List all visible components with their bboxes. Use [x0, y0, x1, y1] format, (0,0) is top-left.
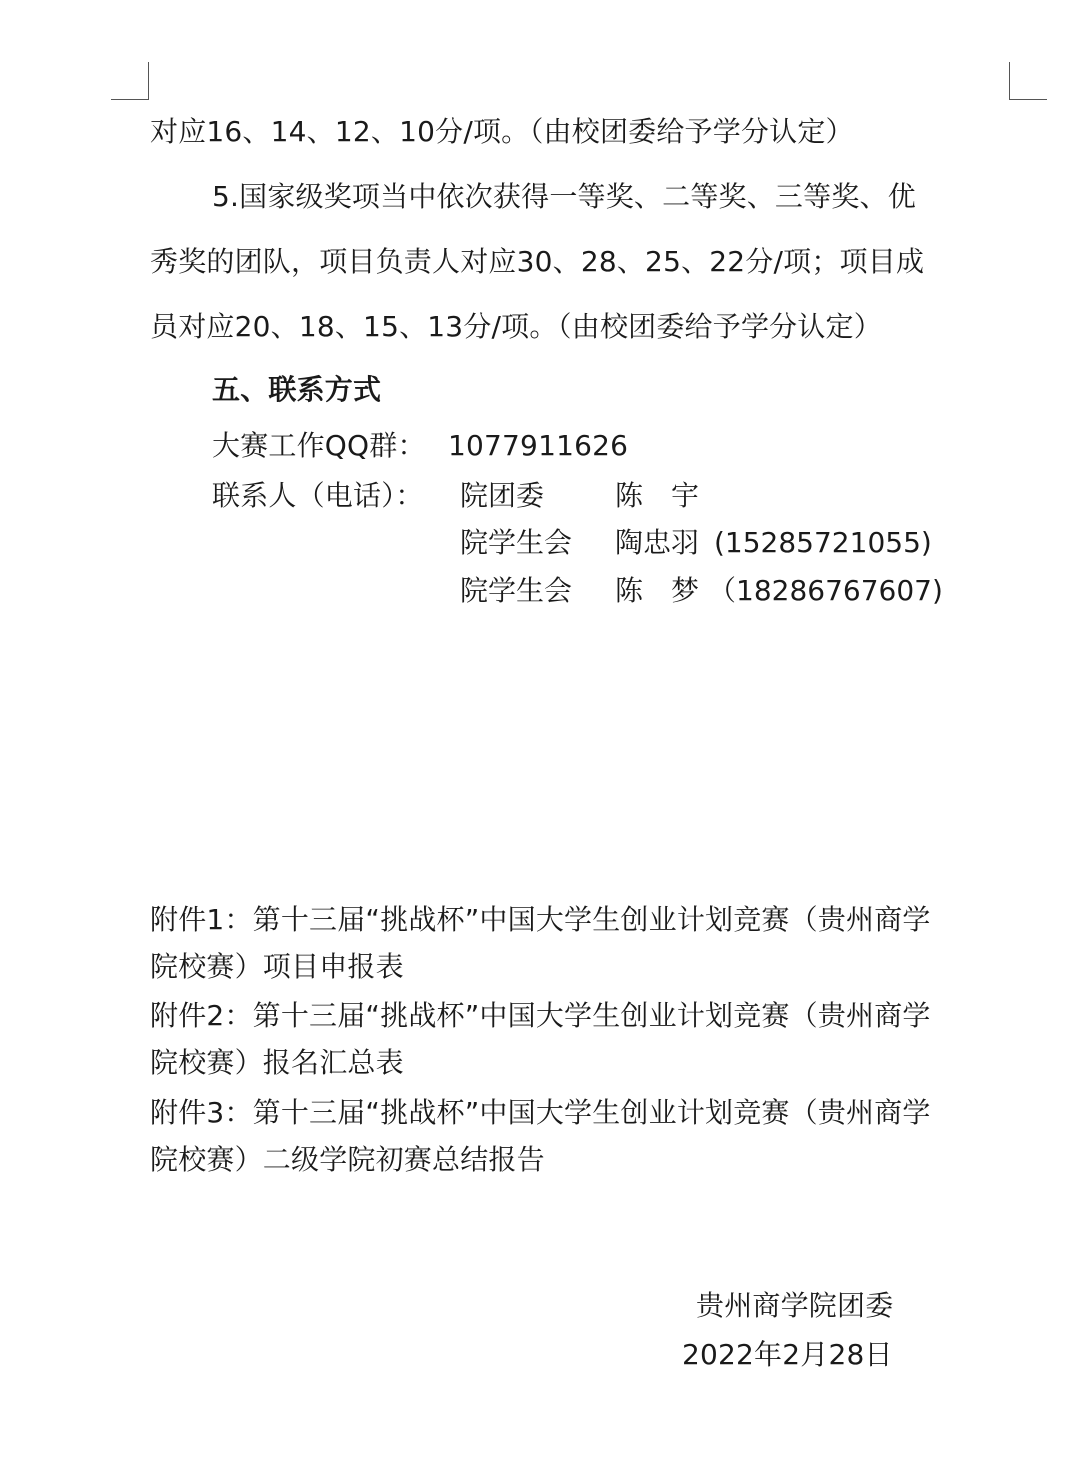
signature-date: 2022年2月28日: [682, 1338, 893, 1371]
contact-person-label: 联系人（电话）：: [212, 479, 424, 512]
contact-name-1: 陈 宇: [615, 479, 700, 512]
body-line-1: 对应16、14、12、10分/项。（由校团委给予学分认定）: [150, 115, 854, 148]
attachment-1-line-2: 院校赛）项目申报表: [150, 950, 404, 983]
contact-org-2: 院学生会: [460, 526, 573, 559]
body-line-3: 秀奖的团队，项目负责人对应30、28、25、22分/项；项目成: [150, 245, 925, 278]
contact-name-3: 陈 梦: [615, 574, 700, 607]
contact-phone-2: (15285721055): [714, 526, 932, 559]
body-line-4: 员对应20、18、15、13分/项。（由校团委给予学分认定）: [150, 310, 882, 343]
attachment-1-line-1: 附件1：第十三届“挑战杯”中国大学生创业计划竞赛（贵州商学: [150, 903, 931, 936]
attachment-2-line-2: 院校赛）报名汇总表: [150, 1046, 404, 1079]
signature-org: 贵州商学院团委: [696, 1289, 894, 1322]
top-left-margin-mark: [111, 62, 149, 100]
contact-org-3: 院学生会: [460, 574, 573, 607]
contact-heading: 五、联系方式: [212, 373, 382, 406]
top-right-margin-mark: [1009, 62, 1047, 100]
attachment-3-line-2: 院校赛）二级学院初赛总结报告: [150, 1143, 545, 1176]
contact-name-2: 陶忠羽: [615, 526, 700, 559]
contact-phone-3: （18286767607): [708, 574, 943, 607]
attachment-2-line-1: 附件2：第十三届“挑战杯”中国大学生创业计划竞赛（贵州商学: [150, 999, 931, 1032]
qq-group-number: 1077911626: [448, 429, 629, 462]
body-line-2: 5.国家级奖项当中依次获得一等奖、二等奖、三等奖、优: [212, 180, 916, 213]
contact-org-1: 院团委: [460, 479, 545, 512]
qq-group-label: 大赛工作QQ群：: [212, 429, 426, 462]
attachment-3-line-1: 附件3：第十三届“挑战杯”中国大学生创业计划竞赛（贵州商学: [150, 1096, 931, 1129]
